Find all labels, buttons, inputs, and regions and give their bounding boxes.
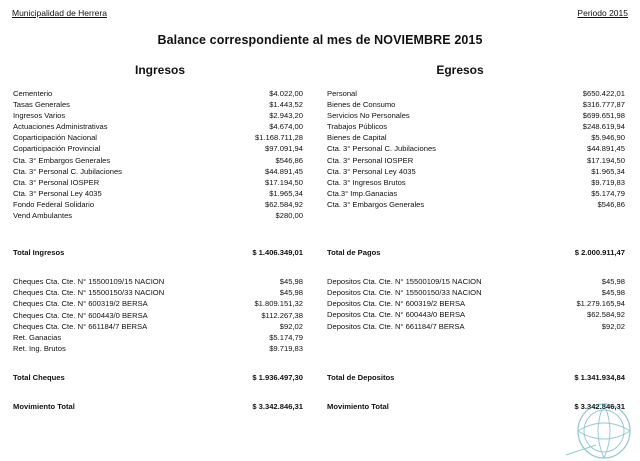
list-item <box>13 99 303 110</box>
item-amount: $4.674,00 <box>269 122 303 132</box>
item-amount: $2.943,20 <box>269 111 303 121</box>
list-item <box>13 210 303 221</box>
list-item <box>13 343 303 354</box>
item-label: Trabajos Públicos <box>327 122 388 132</box>
item-label: Bienes de Consumo <box>327 100 396 110</box>
item-amount: $1.279.165,94 <box>576 299 625 309</box>
item-amount: $4.022,00 <box>269 89 303 98</box>
item-amount: $1.443,52 <box>269 100 303 110</box>
income-movement-amount: $ 3.342.846,31 <box>252 401 303 411</box>
expense-items <box>327 88 625 210</box>
item-amount: $45,98 <box>279 277 303 287</box>
item-label: Cheques Cta. Cte. N° 661184/7 BERSA <box>13 321 148 331</box>
item-label: Cheques Cta. Cte. N° 15500150/33 NACION <box>13 288 165 298</box>
list-item <box>13 287 303 298</box>
item-label: Tasas Generales <box>13 100 70 110</box>
item-label: Bienes de Capital <box>327 133 387 143</box>
item-label: Cta. 3° Ingresos Brutos <box>327 177 406 187</box>
list-item <box>327 88 625 99</box>
item-label: Ingresos Varios <box>13 111 66 121</box>
list-item <box>13 298 303 309</box>
item-amount: $45,98 <box>601 288 625 298</box>
list-item <box>13 199 303 210</box>
deposits-total-row <box>327 372 625 383</box>
item-amount: $316.777,87 <box>582 100 625 110</box>
item-amount: $1.809.151,32 <box>254 299 303 309</box>
list-item <box>327 199 625 210</box>
item-label: Fondo Federal Solidario <box>13 199 95 209</box>
list-item <box>327 155 625 166</box>
list-item <box>327 110 625 121</box>
expense-heading: Egresos <box>436 63 484 77</box>
income-total-label: Total Ingresos <box>13 248 65 258</box>
item-label: Ret. Ing. Brutos <box>13 343 66 353</box>
expense-column <box>327 88 625 412</box>
item-label: Servicios No Personales <box>327 111 410 121</box>
item-amount: $62.584,92 <box>586 310 625 320</box>
item-amount: $5.946,90 <box>591 133 625 143</box>
item-label: Cheques Cta. Cte. N° 600319/2 BERSA <box>13 299 148 309</box>
income-movement-row <box>13 401 303 412</box>
item-amount: $699.651,98 <box>582 111 625 121</box>
expense-movement-label: Movimiento Total <box>327 401 389 411</box>
checks-total-label: Total Cheques <box>13 372 65 382</box>
list-item <box>327 276 625 287</box>
item-amount: $17.194,50 <box>586 155 625 165</box>
income-total-row <box>13 247 303 258</box>
item-label: Cta. 3° Embargos Generales <box>13 155 111 165</box>
item-label: Depositos Cta. Cte. N° 661184/7 BERSA <box>327 321 465 331</box>
item-amount: $97.091,94 <box>264 144 303 154</box>
expense-total-label: Total de Pagos <box>327 248 381 258</box>
list-item <box>13 110 303 121</box>
list-item <box>13 332 303 343</box>
income-items <box>13 88 303 221</box>
list-item <box>327 143 625 154</box>
list-item <box>327 298 625 309</box>
item-label: Cta. 3° Personal C. Jubilaciones <box>13 166 122 176</box>
expense-movement-amount: $ 3.342.846,31 <box>574 401 625 411</box>
item-label: Depositos Cta. Cte. N° 15500150/33 NACION <box>327 288 482 298</box>
list-item <box>13 166 303 177</box>
document-header <box>12 8 628 18</box>
item-amount: $92,02 <box>601 321 625 331</box>
item-label: Cta. 3° Embargos Generales <box>327 199 425 209</box>
item-label: Cementerio <box>13 89 53 98</box>
item-amount: $45,98 <box>601 277 625 287</box>
item-label: Depositos Cta. Cte. N° 15500109/15 NACION <box>327 277 482 287</box>
item-amount: $92,02 <box>279 321 303 331</box>
item-label: Coparticipación Provincial <box>13 144 101 154</box>
list-item <box>13 276 303 287</box>
item-label: Cta. 3° Personal IOSPER <box>13 177 100 187</box>
list-item <box>13 132 303 143</box>
item-label: Ret. Ganacias <box>13 332 62 342</box>
list-item <box>327 309 625 320</box>
item-label: Cheques Cta. Cte. N° 15500109/15 NACION <box>13 277 165 287</box>
item-amount: $44.891,45 <box>586 144 625 154</box>
seal-stamp-icon <box>564 397 636 459</box>
municipality-name: Municipalidad de Herrera <box>12 8 107 18</box>
expense-total-amount: $ 2.000.911,47 <box>574 248 625 258</box>
checks-total-amount: $ 1.936.497,30 <box>252 372 303 382</box>
list-item <box>13 121 303 132</box>
list-item <box>327 177 625 188</box>
item-label: Vend Ambulantes <box>13 211 73 221</box>
list-item <box>13 155 303 166</box>
list-item <box>13 177 303 188</box>
deposits-total-label: Total de Depositos <box>327 372 395 382</box>
item-amount: $546,86 <box>275 155 303 165</box>
item-label: Cta. 3° Personal Ley 4035 <box>327 166 416 176</box>
list-item <box>13 310 303 321</box>
income-checks <box>13 276 303 354</box>
page-title: Balance correspondiente al mes de NOVIEMBRE 2015 <box>157 33 483 47</box>
item-amount: $546,86 <box>597 199 625 209</box>
list-item <box>13 88 303 99</box>
item-amount: $5.174,79 <box>591 188 625 198</box>
item-label: Cta.3° Imp.Ganacias <box>327 188 398 198</box>
list-item <box>327 287 625 298</box>
income-total-amount: $ 1.406.349,01 <box>252 248 303 258</box>
item-label: Coparticipación Nacional <box>13 133 97 143</box>
item-amount: $1.965,34 <box>269 188 303 198</box>
item-amount: $44.891,45 <box>264 166 303 176</box>
list-item <box>327 99 625 110</box>
list-item <box>13 143 303 154</box>
item-amount: $9.719,83 <box>269 343 303 353</box>
item-label: Actuaciones Administrativas <box>13 122 108 132</box>
list-item <box>327 132 625 143</box>
expense-total-row <box>327 247 625 258</box>
list-item <box>327 188 625 199</box>
item-amount: $650.422,01 <box>582 89 625 98</box>
item-amount: $62.584,92 <box>264 199 303 209</box>
item-label: Cta. 3° Personal C. Jubilaciones <box>327 144 436 154</box>
item-amount: $17.194,50 <box>264 177 303 187</box>
item-amount: $280,00 <box>275 211 303 221</box>
list-item <box>13 321 303 332</box>
income-heading: Ingresos <box>134 63 185 77</box>
item-label: Cta. 3° Personal Ley 4035 <box>13 188 102 198</box>
list-item <box>327 321 625 332</box>
income-movement-label: Movimiento Total <box>13 401 75 411</box>
item-label: Cheques Cta. Cte. N° 600443/0 BERSA <box>13 310 148 320</box>
item-amount: $45,98 <box>279 288 303 298</box>
expense-deposits <box>327 276 625 331</box>
deposits-total-amount: $ 1.341.934,84 <box>574 372 625 382</box>
item-amount: $9.719,83 <box>591 177 625 187</box>
income-column <box>13 88 303 412</box>
item-amount: $112.267,38 <box>261 310 303 320</box>
item-label: Cta. 3° Personal IOSPER <box>327 155 414 165</box>
item-label: Depositos Cta. Cte. N° 600443/0 BERSA <box>327 310 466 320</box>
column-headings <box>0 63 640 79</box>
item-amount: $1.168.711,28 <box>255 133 303 143</box>
item-label: Personal <box>327 89 357 98</box>
period-label: Periodo 2015 <box>577 8 628 18</box>
item-amount: $1.965,34 <box>591 166 625 176</box>
checks-total-row <box>13 372 303 383</box>
item-label: Depositos Cta. Cte. N° 600319/2 BERSA <box>327 299 466 309</box>
item-amount: $5.174,79 <box>269 332 303 342</box>
item-amount: $248.619,94 <box>582 122 625 132</box>
list-item <box>327 121 625 132</box>
list-item <box>13 188 303 199</box>
list-item <box>327 166 625 177</box>
